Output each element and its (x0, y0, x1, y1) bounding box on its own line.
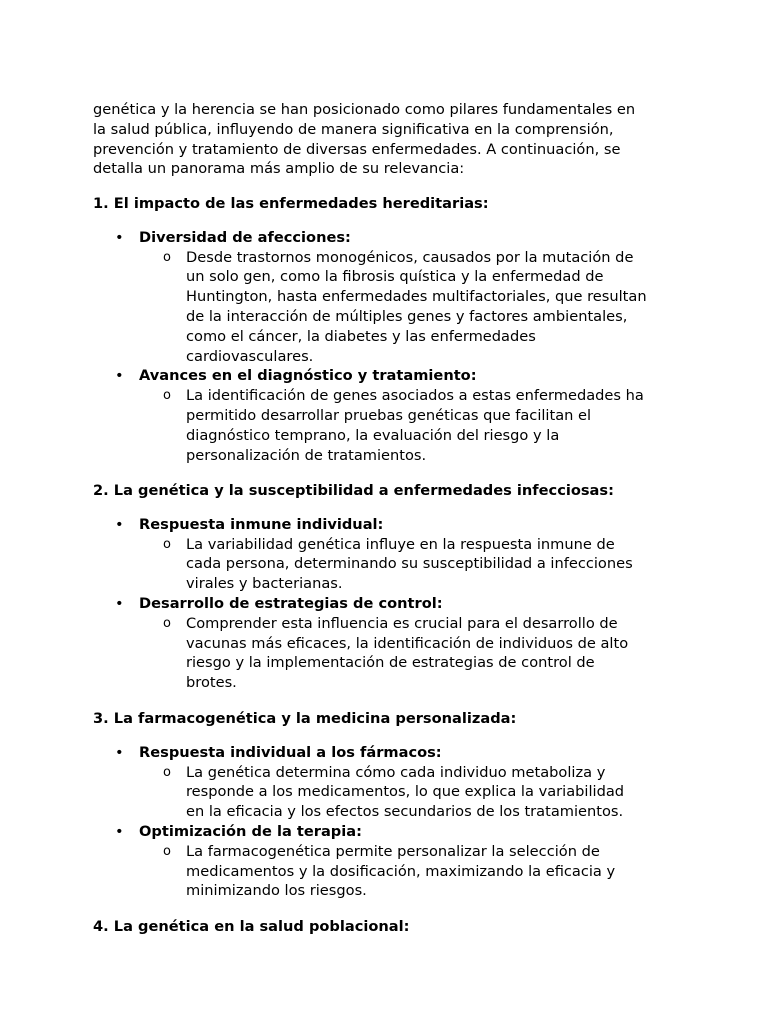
sub-line: La identificación de genes asociados a estas enfermedades ha (186, 387, 644, 405)
sub-marker: o (163, 388, 171, 404)
intro-line: genética y la herencia se han posicionado como pilares fundamentales en (93, 101, 636, 118)
bullet-item (93, 822, 693, 842)
section-heading: 1. El impacto de las enfermedades hereditarias: (93, 195, 489, 212)
sub-marker: o (163, 536, 171, 552)
sub-line: responde a los medicamentos, lo que explica la variabilidad (186, 783, 625, 801)
section-3 (93, 709, 693, 901)
sub-item (93, 763, 693, 822)
sub-line: diagnóstico temprano, la evaluación del riesgo y la (186, 426, 560, 444)
sub-line: cada persona, determinando su susceptibilidad a infecciones (186, 555, 633, 573)
intro-line: prevención y tratamiento de diversas enfermedades. A continuación, se (93, 140, 621, 158)
sub-line: vacunas más eficaces, la identificación de individuos de alto (186, 634, 629, 652)
section-4 (93, 917, 693, 951)
bullet-item (93, 228, 693, 248)
sub-line: en la eficacia y los efectos secundarios de los tratamientos. (186, 803, 624, 821)
intro-line: la salud pública, influyendo de manera significativa en la comprensión, (93, 120, 614, 138)
sub-line: virales y bacterianas. (186, 575, 343, 593)
sub-line: riesgo y la implementación de estrategias de control de (186, 654, 595, 672)
intro-paragraph (93, 100, 683, 179)
sub-line: un solo gen, como la fibrosis quística y la enfermedad de (186, 268, 604, 286)
sub-item (93, 386, 693, 465)
sub-item (93, 614, 693, 693)
sub-marker: o (163, 843, 171, 859)
sub-line: La farmacogenética permite personalizar la selección de (186, 842, 600, 860)
bullet-item (93, 743, 693, 763)
bullet-item (93, 515, 693, 535)
sub-line: Desde trastornos monogénicos, causados por la mutación de (186, 248, 634, 266)
sub-line: permitido desarrollar pruebas genéticas que facilitan el (186, 406, 592, 424)
bullet-marker: • (115, 594, 124, 612)
sub-line: brotes. (186, 674, 237, 692)
bullet-title: Desarrollo de estrategias de control: (139, 594, 443, 612)
sub-line: Huntington, hasta enfermedades multifactoriales, que resultan (186, 288, 647, 306)
sub-line: La genética determina cómo cada individuo metaboliza y (186, 763, 606, 781)
sub-marker: o (163, 249, 171, 265)
sub-line: personalización de tratamientos. (186, 446, 427, 464)
sub-marker: o (163, 764, 171, 780)
section-heading: 2. La genética y la susceptibilidad a enfermedades infecciosas: (93, 482, 614, 499)
bullet-marker: • (115, 822, 124, 840)
sub-line: medicamentos y la dosificación, maximizando la eficacia y (186, 862, 616, 880)
bullet-marker: • (115, 743, 124, 761)
section-heading: 3. La farmacogenética y la medicina personalizada: (93, 710, 517, 727)
section-heading: 4. La genética en la salud poblacional: (93, 918, 410, 935)
bullet-title: Respuesta individual a los fármacos: (139, 743, 442, 761)
sub-line: como el cáncer, la diabetes y las enfermedades (186, 327, 536, 345)
bullet-marker: • (115, 515, 124, 533)
sub-item (93, 248, 693, 367)
bullet-marker: • (115, 228, 124, 246)
bullet-title: Respuesta inmune individual: (139, 515, 384, 533)
bullet-item (93, 366, 693, 386)
bullet-title: Optimización de la terapia: (139, 822, 362, 840)
bullet-title: Diversidad de afecciones: (139, 228, 351, 246)
section-2 (93, 481, 693, 693)
sub-line: La variabilidad genética influye en la respuesta inmune de (186, 535, 615, 553)
sub-marker: o (163, 615, 171, 631)
sub-line: cardiovasculares. (186, 347, 314, 365)
sub-line: Comprender esta influencia es crucial para el desarrollo de (186, 614, 618, 632)
sub-item (93, 842, 693, 901)
bullet-marker: • (115, 367, 124, 385)
sub-item (93, 535, 693, 594)
bullet-title: Avances en el diagnóstico y tratamiento: (139, 367, 477, 385)
sub-line: de la interacción de múltiples genes y factores ambientales, (186, 307, 628, 325)
section-1 (93, 194, 693, 465)
intro-line: detalla un panorama más amplio de su relevancia: (93, 160, 465, 178)
bullet-item (93, 594, 693, 614)
sub-line: minimizando los riesgos. (186, 882, 367, 900)
